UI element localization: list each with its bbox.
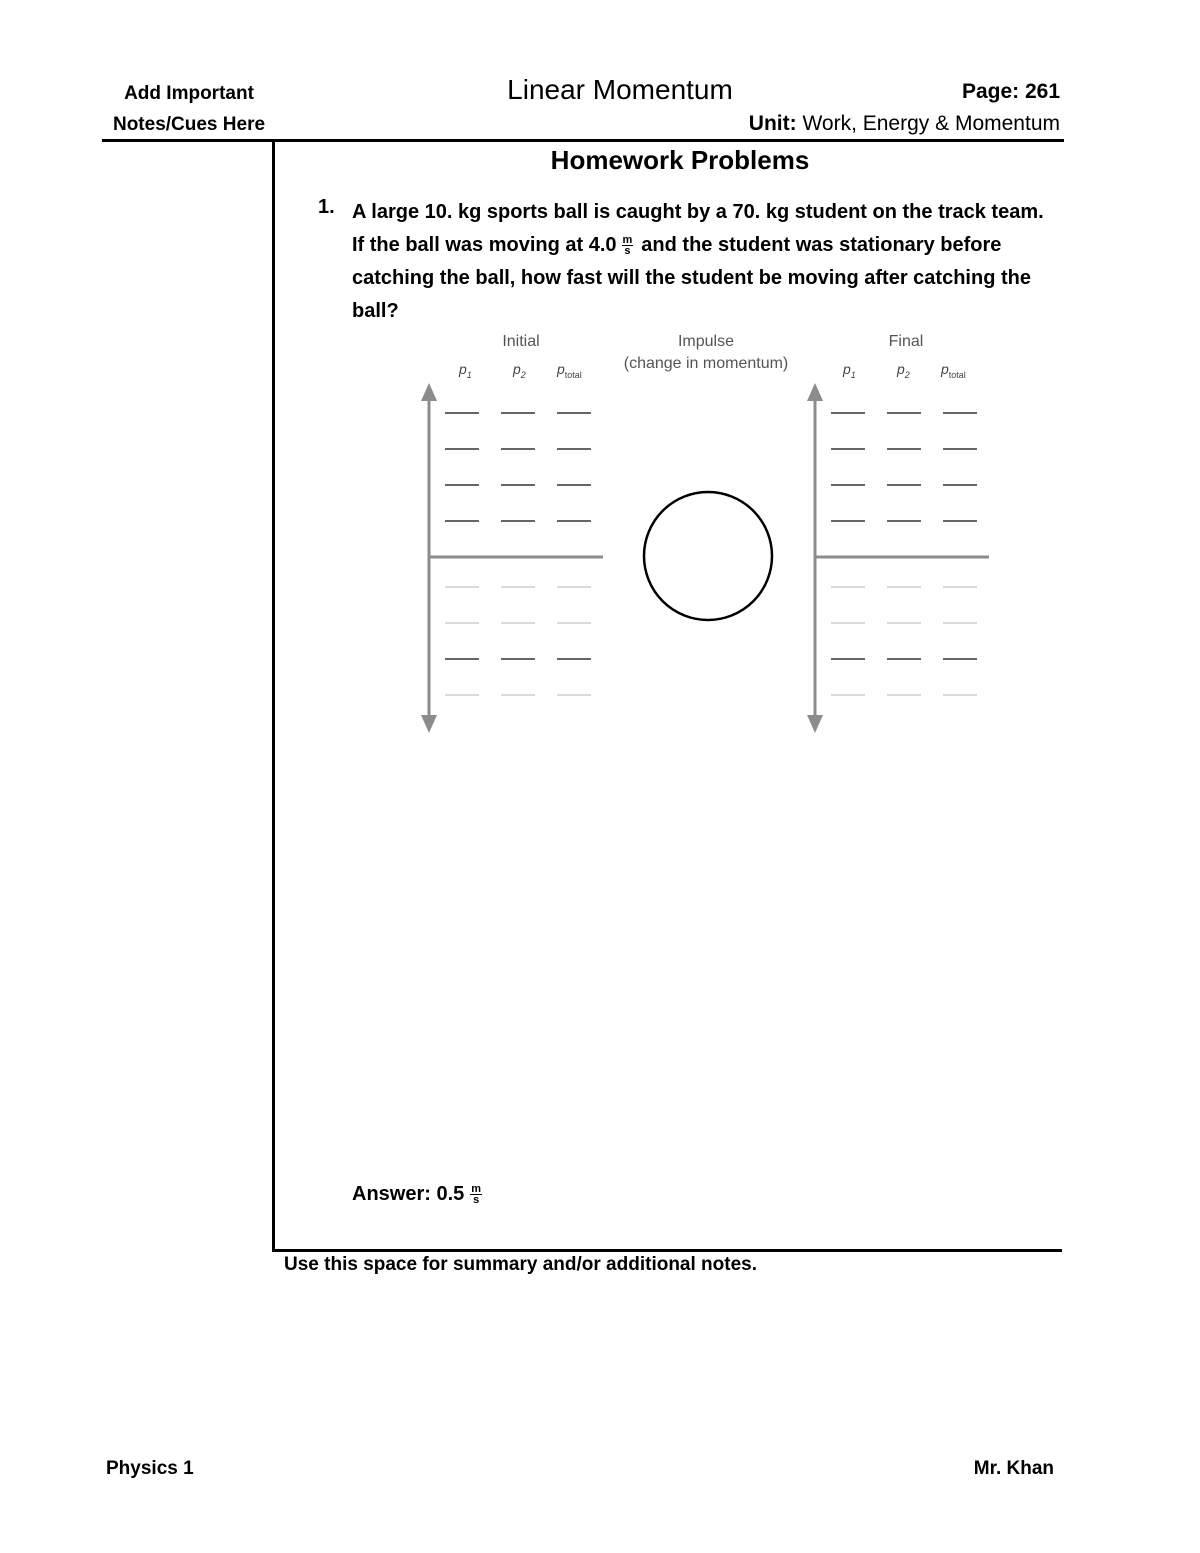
final-axis-up-arrow-icon: [807, 383, 823, 401]
impulse-label: Impulse: [677, 333, 735, 350]
cue-column-label-line1: Add Important: [124, 83, 254, 104]
summary-prompt: Use this space for summary and/or additional notes.: [284, 1254, 758, 1275]
initial-axis-down-arrow-icon: [421, 715, 437, 733]
answer-unit-fraction: [470, 1184, 482, 1205]
page-number: Page: 261: [961, 80, 1060, 103]
answer-unit-numerator: m: [471, 1183, 482, 1196]
page-title: Linear Momentum: [507, 74, 733, 105]
header-rule: [102, 139, 1064, 142]
final-col-ptotal: $p_{total}$: [941, 361, 966, 380]
unit-name: Work, Energy & Momentum: [796, 112, 1060, 135]
problem-text-part2: and the student was stationary before catching the ball, how fast will the student be moving after catching the ball?: [352, 234, 1031, 322]
impulse-circle: [644, 492, 772, 620]
teacher-name: Mr. Khan: [973, 1458, 1054, 1479]
section-title: Homework Problems: [550, 145, 810, 175]
problem-text-part1: A large 10. kg sports ball is caught by a 70. kg student on the track team. If the ball was moving at 4.0: [352, 201, 1044, 256]
initial-label: Initial: [502, 333, 540, 350]
unit-denominator: s: [624, 245, 631, 258]
initial-col-p2: $p_2$: [513, 361, 526, 380]
initial-col-ptotal: $p_{total}$: [557, 361, 582, 380]
final-label: Final: [888, 333, 924, 350]
answer-label: Answer:: [352, 1183, 431, 1205]
impulse-sublabel: (change in momentum): [623, 355, 789, 372]
unit-prefix: Unit:: [748, 112, 797, 135]
cue-column-divider: [272, 141, 275, 1252]
final-axis-down-arrow-icon: [807, 715, 823, 733]
final-col-p2: $p_2$: [897, 361, 910, 380]
problem-number: 1.: [318, 196, 335, 218]
cue-column-label-line2: Notes/Cues Here: [112, 114, 266, 135]
answer: [352, 1183, 490, 1206]
unit-numerator: m: [622, 234, 633, 247]
course-name: Physics 1: [106, 1458, 194, 1479]
final-col-p1: $p_1$: [843, 361, 856, 380]
answer-blank-lines: [445, 413, 977, 695]
summary-rule: [272, 1249, 1062, 1252]
answer-unit-denominator: s: [473, 1194, 480, 1207]
initial-col-p1: $p_1$: [459, 361, 472, 380]
unit-label: [749, 112, 1060, 136]
problem-text: [352, 196, 1052, 328]
initial-axis-up-arrow-icon: [421, 383, 437, 401]
momentum-diagram: [400, 325, 1010, 745]
answer-value: 0.5: [436, 1183, 465, 1205]
velocity-unit-fraction: [622, 235, 634, 256]
